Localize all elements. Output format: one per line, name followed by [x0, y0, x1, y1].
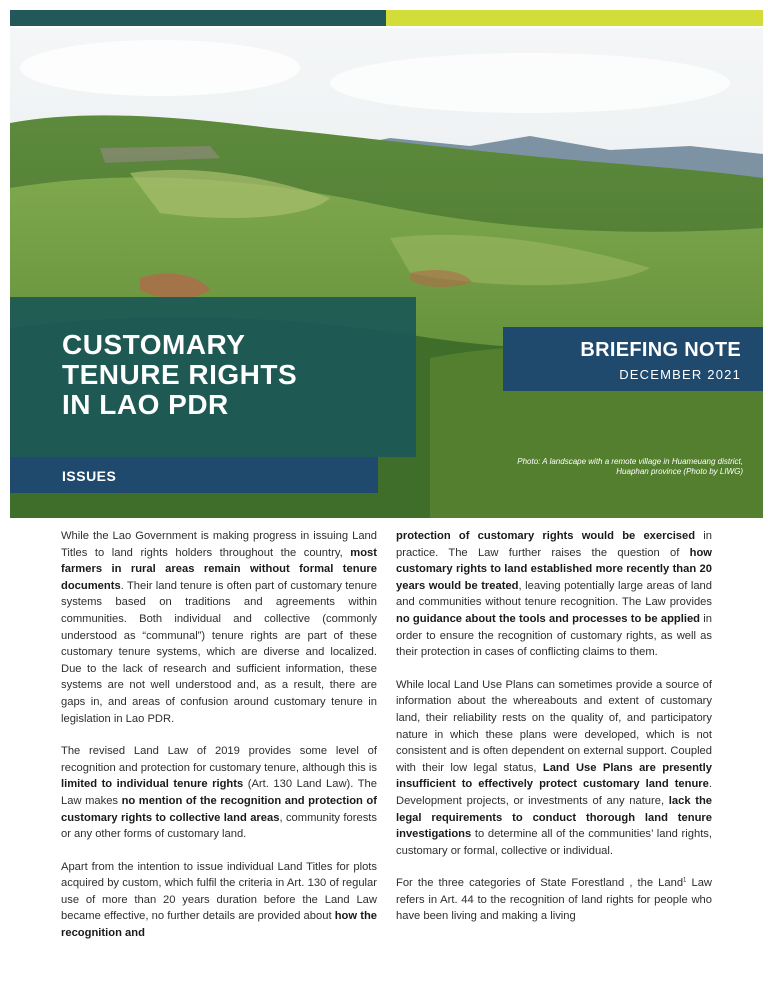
footnote-marker[interactable]: 1 [683, 877, 687, 884]
emphasis: how customary rights to land established more recently than 20 years would be treated [396, 546, 712, 592]
text-run: to determine all of the communities’ land rights, customary or formal, collective or individual. [396, 828, 712, 857]
text-run: While local Land Use Plans can sometimes provide a source of information about the whereabouts and extent of customary land, their reliability rests on the quality of, and participatory nature in which these plans were developed, which is not consistent and is often dependent on external support. Coupled with their low legal status, [396, 678, 712, 774]
briefing-title: BRIEFING NOTE [580, 339, 741, 361]
photo-caption [403, 457, 743, 477]
emphasis: how the recognition and [61, 910, 377, 940]
issues-heading: ISSUES [62, 468, 117, 484]
left-column [61, 528, 377, 958]
text-run: in practice. The Law further raises the question of [396, 530, 712, 559]
emphasis: most farmers in rural areas remain without formal tenure documents [61, 546, 377, 592]
paragraph [61, 859, 377, 942]
text-run: (Art. 130 Land Law). The Law makes [61, 778, 377, 807]
text-run: in order to ensure the recognition of customary rights, as well as their protection in cases of conflicting claims to them. [396, 612, 712, 659]
paragraph [61, 743, 377, 843]
text-run: . Their land tenure is often part of customary tenure systems based on traditions and agreements within communities. Both individual and collective (commonly understood as “communal”) tenure rights are part of these customary tenure systems, which are diverse and localized. Due to the lack of research and sufficient information, these systems are not well understood and, as a result, there are gaps in, and areas of confusion around customary tenure in legislation in Lao PDR. [61, 579, 377, 725]
emphasis: no guidance about the tools and processes to be applied [396, 612, 701, 625]
text-run: Apart from the intention to issue individual Land Titles for plots acquired by custom, which fulfil the criteria in Art. 130 of regular use of more than 20 years duration before the Land Law became effective, no further details are provided about [61, 860, 377, 923]
title-line-2: TENURE RIGHTS [62, 359, 298, 390]
text-run: Law refers in Art. 44 to the recognition of land rights for people who have been living and making a living [396, 877, 712, 923]
photo-caption-line-2: Huaphan province (Photo by LIWG) [616, 467, 743, 476]
paragraph [61, 528, 377, 727]
text-run: , community forests or any other forms of customary land. [61, 811, 377, 841]
paragraph [396, 528, 712, 661]
paragraph [396, 677, 712, 860]
briefing-page [10, 10, 763, 995]
title-line-3: IN LAO PDR [62, 389, 229, 420]
top-color-bar-teal [10, 10, 386, 26]
emphasis: Land Use Plans are presently insufficient to effectively protect customary land tenure [396, 761, 712, 791]
emphasis: lack the legal requirements to conduct thorough land tenure investigations [396, 794, 712, 841]
title-panel [10, 297, 416, 457]
title-line-1: CUSTOMARY [62, 329, 246, 360]
emphasis: protection of customary rights would be exercised [396, 530, 696, 542]
text-run: While the Lao Government is making progress in issuing Land Titles to land rights holders throughout the country, [61, 530, 377, 559]
page-title [62, 330, 402, 420]
paragraph [396, 875, 712, 925]
text-run: , leaving potentially large areas of land and communities without tenure recognition. The Law provides [396, 579, 712, 609]
right-column [396, 528, 712, 941]
text-run: For the three categories of State Forestland , the Land [396, 877, 684, 890]
text-run: The revised Land Law of 2019 provides some level of recognition and protection for customary tenure, although this is [61, 745, 377, 774]
emphasis: limited to individual tenure rights [61, 778, 244, 791]
text-run: . Development projects, or investments of any nature, [396, 778, 712, 807]
top-color-bar-lime [386, 10, 763, 26]
briefing-date: DECEMBER 2021 [619, 367, 741, 382]
photo-caption-line-1: Photo: A landscape with a remote village in Huameuang district, [517, 457, 743, 466]
issues-section-header [10, 457, 378, 493]
emphasis: no mention of the recognition and protection of customary rights to collective land areas [61, 794, 377, 824]
briefing-note-badge [503, 327, 763, 391]
